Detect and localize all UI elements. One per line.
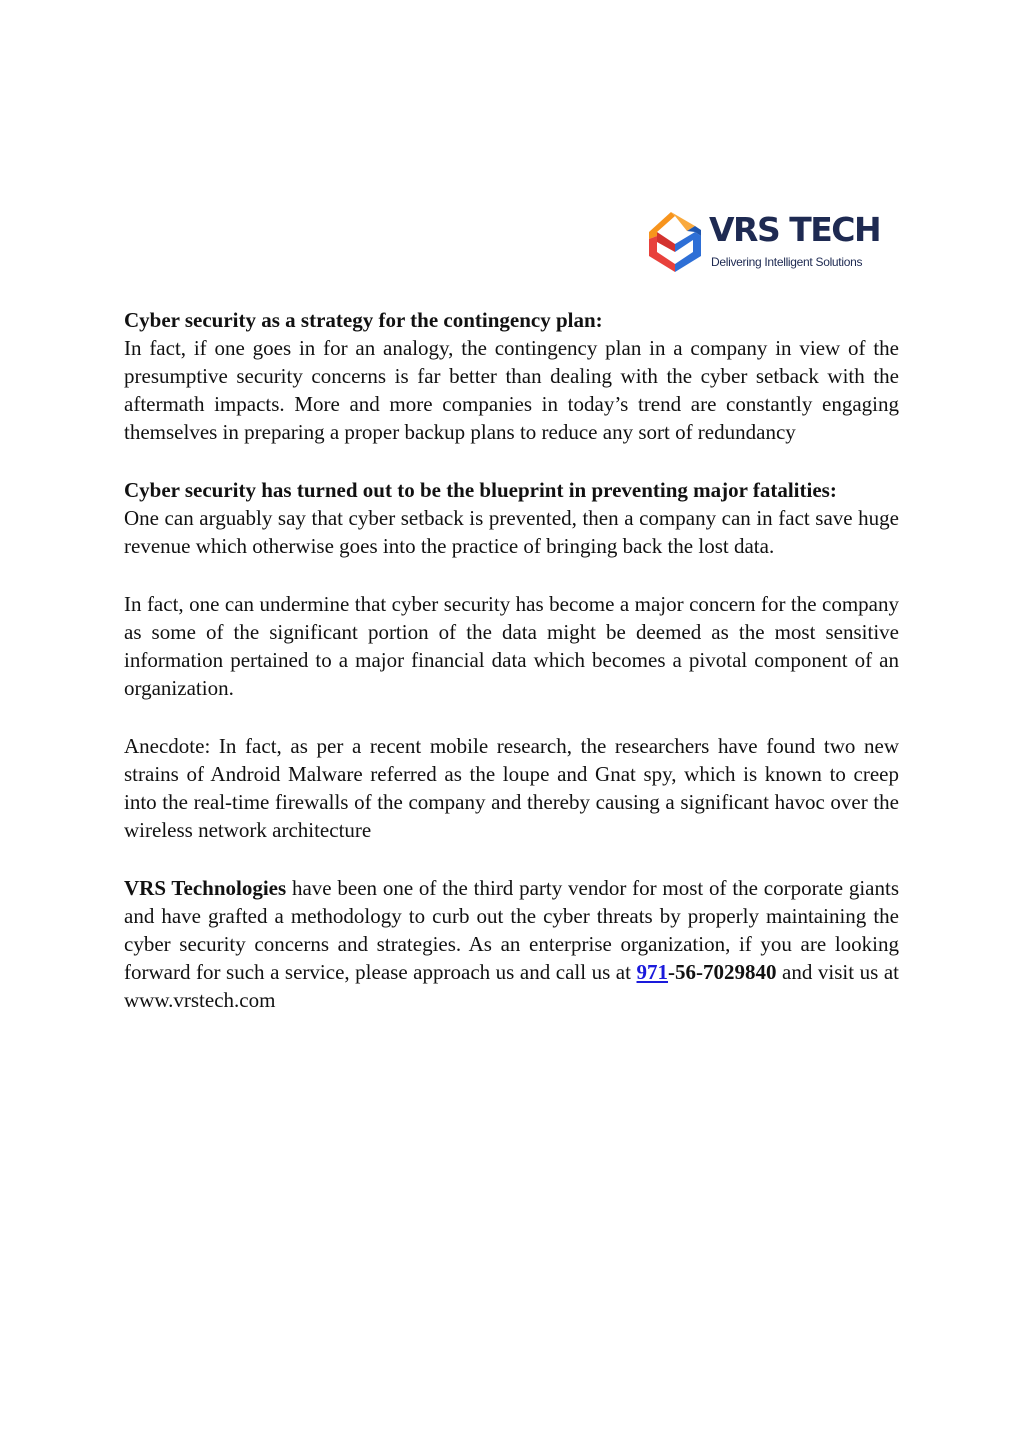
anecdote-paragraph: Anecdote: In fact, as per a recent mobile research, the researchers have found two new strains of Android Malware referred as the loupe and Gnat spy, which is known to creep into the real-time firewalls of the company and thereby causing a significant havoc over the wireless network architecture <box>124 734 899 842</box>
visit-text: and visit us at www.vrstech.com <box>124 960 899 1012</box>
section-body: In fact, if one goes in for an analogy, the contingency plan in a company in view of the presumptive security concerns is far better than dealing with the cyber setback with the aftermath impacts. More and more companies in today’s trend are constantly engaging themselves in preparing a proper backup plans to reduce any sort of redundancy <box>124 336 899 444</box>
company-name: VRS Technologies <box>124 876 287 900</box>
paragraph-gap <box>124 702 899 732</box>
paragraph: In fact, one can undermine that cyber security has become a major concern for the company as some of the significant portion of the data might be deemed as the most sensitive information pertained to a major financial data which becomes a pivotal component of an organization. <box>124 592 899 700</box>
phone-rest: -56-7029840 <box>668 960 777 984</box>
closing-text: have been one of the third party vendor for most of the corporate giants and have grafted a methodology to curb out the cyber threats by properly maintaining the cyber security concerns and strategies. As an enterprise organization, if you are looking forward for such a service, please approach us and call us at <box>124 876 899 984</box>
logo-name: VRS TECH <box>709 210 881 249</box>
section-body: One can arguably say that cyber setback is prevented, then a company can in fact save huge revenue which otherwise goes into the practice of bringing back the lost data. <box>124 506 899 558</box>
logo-tagline: Delivering Intelligent Solutions <box>711 255 863 269</box>
section-heading: Cyber security as a strategy for the contingency plan: <box>124 308 603 332</box>
vrs-tech-logo <box>645 208 895 274</box>
document-body <box>124 306 899 1014</box>
vrs-cube-icon <box>645 208 705 274</box>
paragraph-gap <box>124 446 899 476</box>
section-heading: Cyber security has turned out to be the blueprint in preventing major fatalities: <box>124 478 837 502</box>
paragraph-gap <box>124 560 899 590</box>
phone-link[interactable]: 971 <box>636 960 669 984</box>
closing-paragraph <box>124 874 899 1014</box>
paragraph-gap <box>124 844 899 874</box>
